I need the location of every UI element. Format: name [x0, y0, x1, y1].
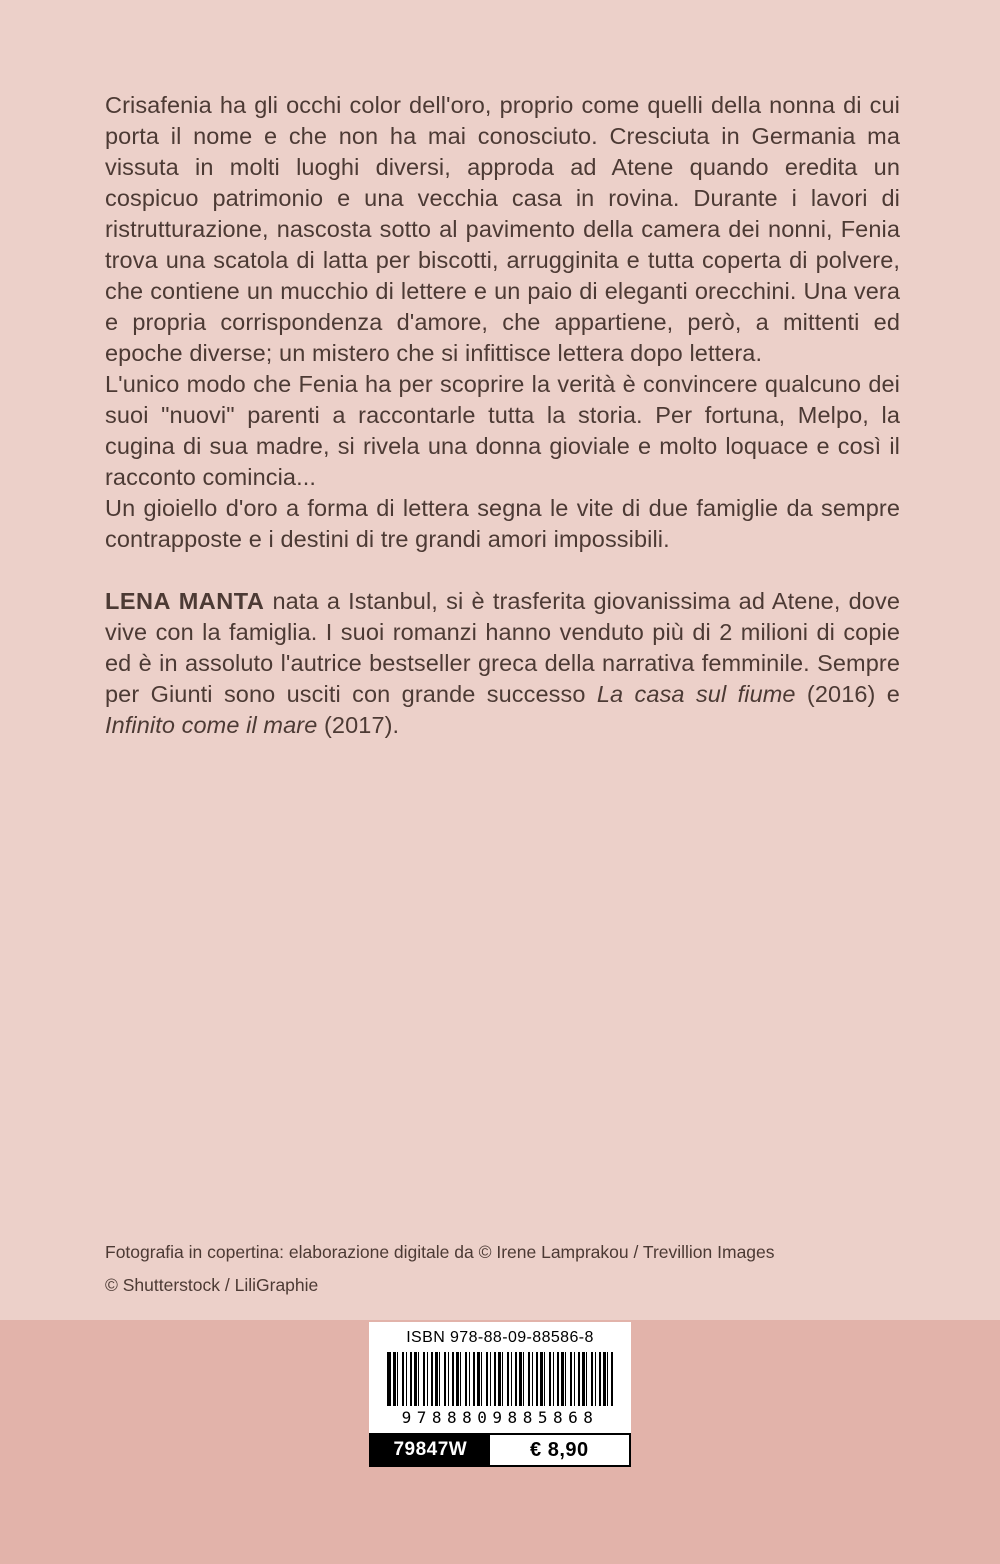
price-label: € 8,90: [530, 1438, 589, 1461]
synopsis-paragraph-2: L'unico modo che Fenia ha per scoprire la verità è convincere qualcuno dei suoi "nuovi" parenti a raccontarle tutta la storia. Per fortuna, Melpo, la cugina di sua madre, si rivela una donna gioviale e molto loquace e così il racconto comincia...: [105, 371, 900, 490]
author-bio: [105, 586, 900, 741]
credit-line-2: © Shutterstock / LiliGraphie: [105, 1275, 319, 1295]
synopsis-block: [105, 90, 900, 741]
synopsis-paragraph-1: Crisafenia ha gli occhi color dell'oro, proprio come quelli della nonna di cui porta il nome e che non ha mai conosciuto. Cresciuta in Germania ma vissuta in molti luoghi diversi, approda ad Atene quando eredita un cospicuo patrimonio e una vecchia casa in rovina. Durante i lavori di ristrutturazione, nascosta sotto al pavimento della camera dei nonni, Fenia trova una scatola di latta per biscotti, arrugginita e tutta coperta di polvere, che contiene un mucchio di lettere e un paio di eleganti orecchini. Una vera e propria corrispondenza d'amore, che appartiene, però, a mittenti ed epoche diverse; un mistero che si infittisce lettera dopo lettera.: [105, 92, 900, 366]
bio-text-2: (2016) e: [795, 681, 900, 707]
barcode-bars: [387, 1352, 613, 1406]
footer-band: [0, 1320, 1000, 1564]
barcode-block: [369, 1322, 631, 1467]
author-name: LENA MANTA: [105, 588, 265, 614]
book-title-1: La casa sul fiume: [596, 681, 796, 707]
synopsis-paragraph-3: Un gioiello d'oro a forma di lettera segna le vite di due famiglie da sempre contrapposte e i destini di tre grandi amori impossibili.: [105, 495, 900, 552]
barcode-digits: 9788809885868: [401, 1408, 599, 1427]
bio-text-1: nata a Istanbul, si è trasferita giovanissima ad Atene, dove vive con la famiglia. I suoi romanzi hanno venduto più di 2 milioni di copie ed è in assoluto l'autrice bestseller greca della narrativa femminile. Sempre per Giunti sono usciti con grande successo: [105, 588, 900, 707]
barcode-box: [369, 1322, 631, 1433]
photo-credits: [105, 1236, 900, 1302]
bio-text-3: (2017).: [317, 712, 400, 738]
isbn-label: ISBN 978-88-09-88586-8: [406, 1329, 594, 1346]
book-title-2: Infinito come il mare: [105, 712, 318, 738]
credit-line-1: Fotografia in copertina: elaborazione digitale da © Irene Lamprakou / Trevillion Images: [105, 1242, 775, 1262]
product-code: 79847W: [371, 1435, 490, 1465]
price-row: [369, 1433, 631, 1467]
